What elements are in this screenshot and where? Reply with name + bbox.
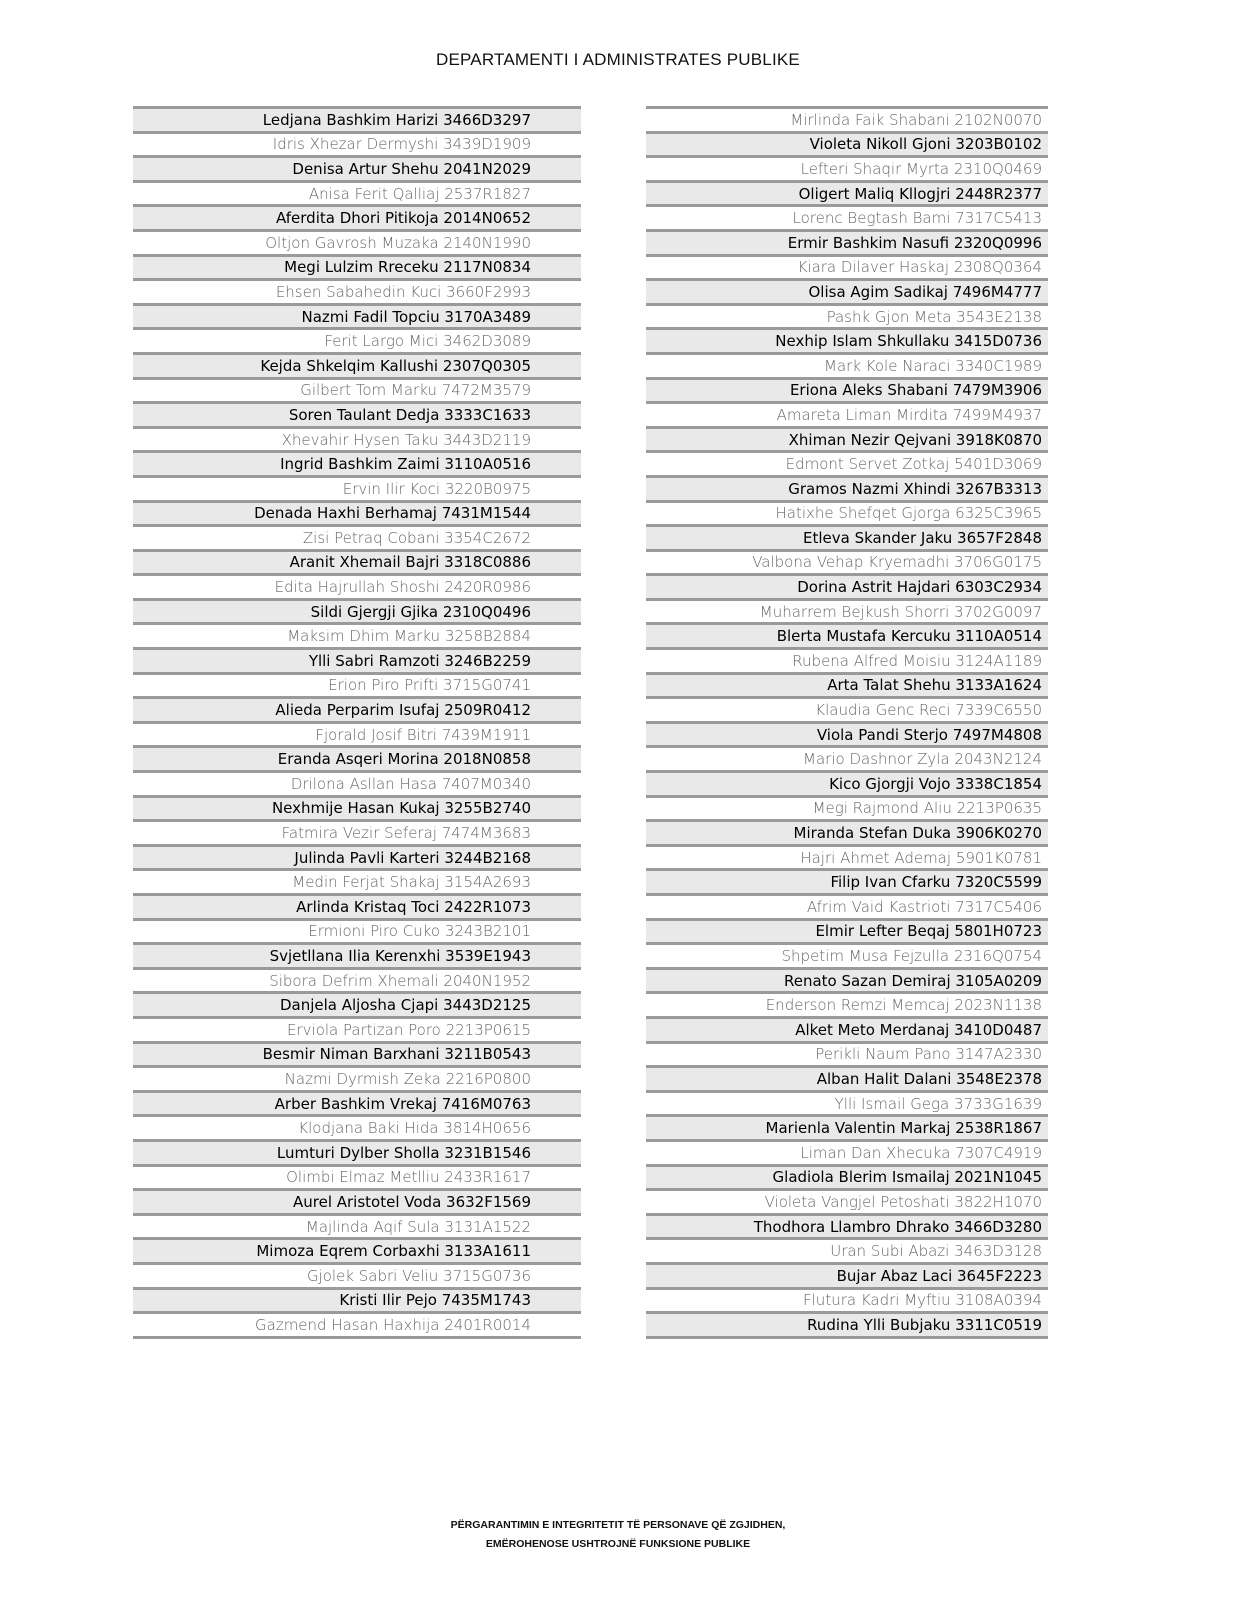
list-item: Drilona Asllan Hasa 7407M0340 [133,770,581,795]
list-item: Blerta Mustafa Kercuku 3110A0514 [646,622,1048,647]
list-item: Idris Xhezar Dermyshi 3439D1909 [133,131,581,156]
list-item: Uran Subi Abazi 3463D3128 [646,1237,1048,1262]
page-title: DEPARTAMENTI I ADMINISTRATES PUBLIKE [436,50,800,69]
list-item: Ferit Largo Mici 3462D3089 [133,327,581,352]
list-item: Ledjana Bashkim Harizi 3466D3297 [133,106,581,131]
list-item: Klaudia Genc Reci 7339C6550 [646,696,1048,721]
list-item: Nazmi Fadil Topciu 3170A3489 [133,303,581,328]
footer [0,1516,1236,1554]
list-item: Alket Meto Merdanaj 3410D0487 [646,1016,1048,1041]
list-item: Denada Haxhi Berhamaj 7431M1544 [133,500,581,525]
list-item: Liman Dan Xhecuka 7307C4919 [646,1139,1048,1164]
list-item: Kiara Dilaver Haskaj 2308Q0364 [646,254,1048,279]
list-item: Lefteri Shaqir Myrta 2310Q0469 [646,155,1048,180]
list-item: Hajri Ahmet Ademaj 5901K0781 [646,844,1048,869]
list-item: Olisa Agim Sadikaj 7496M4777 [646,278,1048,303]
list-item: Shpetim Musa Fejzulla 2316Q0754 [646,942,1048,967]
list-item: Bujar Abaz Laci 3645F2223 [646,1262,1048,1287]
list-item: Elmir Lefter Beqaj 5801H0723 [646,918,1048,943]
list-item: Fjorald Josif Bitri 7439M1911 [133,721,581,746]
list-item: Muharrem Bejkush Shorri 3702G0097 [646,598,1048,623]
list-item: Miranda Stefan Duka 3906K0270 [646,819,1048,844]
list-item: Pashk Gjon Meta 3543E2138 [646,303,1048,328]
list-item: Edita Hajrullah Shoshi 2420R0986 [133,573,581,598]
list-item: Xhevahir Hysen Taku 3443D2119 [133,426,581,451]
list-item: Eranda Asqeri Morina 2018N0858 [133,745,581,770]
list-item: Danjela Aljosha Cjapi 3443D2125 [133,991,581,1016]
footer-line-1: PËRGARANTIMIN E INTEGRITETIT TË PERSONAVE QË ZGJIDHEN, [450,1519,786,1531]
list-item: Ylli Sabri Ramzoti 3246B2259 [133,647,581,672]
list-item: Nexhip Islam Shkullaku 3415D0736 [646,327,1048,352]
list-item: Ervin Ilir Koci 3220B0975 [133,475,581,500]
list-item: Erion Piro Prifti 3715G0741 [133,672,581,697]
list-item: Ermioni Piro Cuko 3243B2101 [133,918,581,943]
list-item: Mario Dashnor Zyla 2043N2124 [646,745,1048,770]
list-item: Violeta Vangjel Petoshati 3822H1070 [646,1188,1048,1213]
list-item: Edmont Servet Zotkaj 5401D3069 [646,450,1048,475]
list-item: Nazmi Dyrmish Zeka 2216P0800 [133,1065,581,1090]
list-item: Kristi Ilir Pejo 7435M1743 [133,1287,581,1312]
list-item: Kejda Shkelqim Kallushi 2307Q0305 [133,352,581,377]
list-item: Besmir Niman Barxhani 3211B0543 [133,1041,581,1066]
list-item: Marienla Valentin Markaj 2538R1867 [646,1114,1048,1139]
list-item: Mark Kole Naraci 3340C1989 [646,352,1048,377]
list-item: Dorina Astrit Hajdari 6303C2934 [646,573,1048,598]
list-item: Erviola Partizan Poro 2213P0615 [133,1016,581,1041]
list-item: Flutura Kadri Myftiu 3108A0394 [646,1287,1048,1312]
list-item: Gilbert Tom Marku 7472M3579 [133,377,581,402]
list-item: Gladiola Blerim Ismailaj 2021N1045 [646,1164,1048,1189]
list-item: Valbona Vehap Kryemadhi 3706G0175 [646,549,1048,574]
right-name-column [646,106,1048,1339]
list-item: Amareta Liman Mirdita 7499M4937 [646,401,1048,426]
list-item: Medin Ferjat Shakaj 3154A2693 [133,868,581,893]
list-item: Megi Lulzim Rreceku 2117N0834 [133,254,581,279]
list-item: Lumturi Dylber Sholla 3231B1546 [133,1139,581,1164]
list-item: Oltjon Gavrosh Muzaka 2140N1990 [133,229,581,254]
list-item: Thodhora Llambro Dhrako 3466D3280 [646,1213,1048,1238]
list-item: Rubena Alfred Moisiu 3124A1189 [646,647,1048,672]
list-item: Hatixhe Shefqet Gjorga 6325C3965 [646,500,1048,525]
list-item: Gjolek Sabri Veliu 3715G0736 [133,1262,581,1287]
list-item: Olimbi Elmaz Metlliu 2433R1617 [133,1164,581,1189]
list-item: Ehsen Sabahedin Kuci 3660F2993 [133,278,581,303]
list-item: Lorenc Begtash Bami 7317C5413 [646,204,1048,229]
list-item: Aranit Xhemail Bajri 3318C0886 [133,549,581,574]
list-item: Renato Sazan Demiraj 3105A0209 [646,967,1048,992]
list-item: Gramos Nazmi Xhindi 3267B3313 [646,475,1048,500]
list-item: Rudina Ylli Bubjaku 3311C0519 [646,1311,1048,1336]
column-bottom-rule [646,1336,1048,1339]
list-item: Anisa Ferit Qalliaj 2537R1827 [133,180,581,205]
list-item: Enderson Remzi Memcaj 2023N1138 [646,991,1048,1016]
list-item: Ermir Bashkim Nasufi 2320Q0996 [646,229,1048,254]
list-item: Gazmend Hasan Haxhija 2401R0014 [133,1311,581,1336]
list-item: Zisi Petraq Cobani 3354C2672 [133,524,581,549]
list-item: Aurel Aristotel Voda 3632F1569 [133,1188,581,1213]
list-item: Mirlinda Faik Shabani 2102N0070 [646,106,1048,131]
list-item: Denisa Artur Shehu 2041N2029 [133,155,581,180]
list-item: Ingrid Bashkim Zaimi 3110A0516 [133,450,581,475]
list-item: Kico Gjorgji Vojo 3338C1854 [646,770,1048,795]
list-item: Perikli Naum Pano 3147A2330 [646,1041,1048,1066]
list-item: Alban Halit Dalani 3548E2378 [646,1065,1048,1090]
list-item: Arta Talat Shehu 3133A1624 [646,672,1048,697]
list-item: Viola Pandi Sterjo 7497M4808 [646,721,1048,746]
list-item: Megi Rajmond Aliu 2213P0635 [646,795,1048,820]
list-item: Aferdita Dhori Pitikoja 2014N0652 [133,204,581,229]
list-item: Julinda Pavli Karteri 3244B2168 [133,844,581,869]
list-item: Svjetllana Ilia Kerenxhi 3539E1943 [133,942,581,967]
list-item: Xhiman Nezir Qejvani 3918K0870 [646,426,1048,451]
list-item: Klodjana Baki Hida 3814H0656 [133,1114,581,1139]
list-item: Soren Taulant Dedja 3333C1633 [133,401,581,426]
list-item: Sibora Defrim Xhemali 2040N1952 [133,967,581,992]
list-item: Afrim Vaid Kastrioti 7317C5406 [646,893,1048,918]
column-bottom-rule [133,1336,581,1339]
list-item: Arber Bashkim Vrekaj 7416M0763 [133,1090,581,1115]
list-item: Alieda Perparim Isufaj 2509R0412 [133,696,581,721]
list-item: Ylli Ismail Gega 3733G1639 [646,1090,1048,1115]
list-item: Violeta Nikoll Gjoni 3203B0102 [646,131,1048,156]
list-item: Arlinda Kristaq Toci 2422R1073 [133,893,581,918]
list-item: Majlinda Aqif Sula 3131A1522 [133,1213,581,1238]
list-item: Eriona Aleks Shabani 7479M3906 [646,377,1048,402]
list-item: Filip Ivan Cfarku 7320C5599 [646,868,1048,893]
list-item: Maksim Dhim Marku 3258B2884 [133,622,581,647]
list-item: Nexhmije Hasan Kukaj 3255B2740 [133,795,581,820]
list-item: Sildi Gjergji Gjika 2310Q0496 [133,598,581,623]
list-item: Oligert Maliq Kllogjri 2448R2377 [646,180,1048,205]
list-item: Etleva Skander Jaku 3657F2848 [646,524,1048,549]
left-name-column [133,106,581,1339]
list-item: Fatmira Vezir Seferaj 7474M3683 [133,819,581,844]
footer-line-2: EMËROHENOSE USHTROJNË FUNKSIONE PUBLIKE [485,1538,751,1550]
list-item: Mimoza Eqrem Corbaxhi 3133A1611 [133,1237,581,1262]
